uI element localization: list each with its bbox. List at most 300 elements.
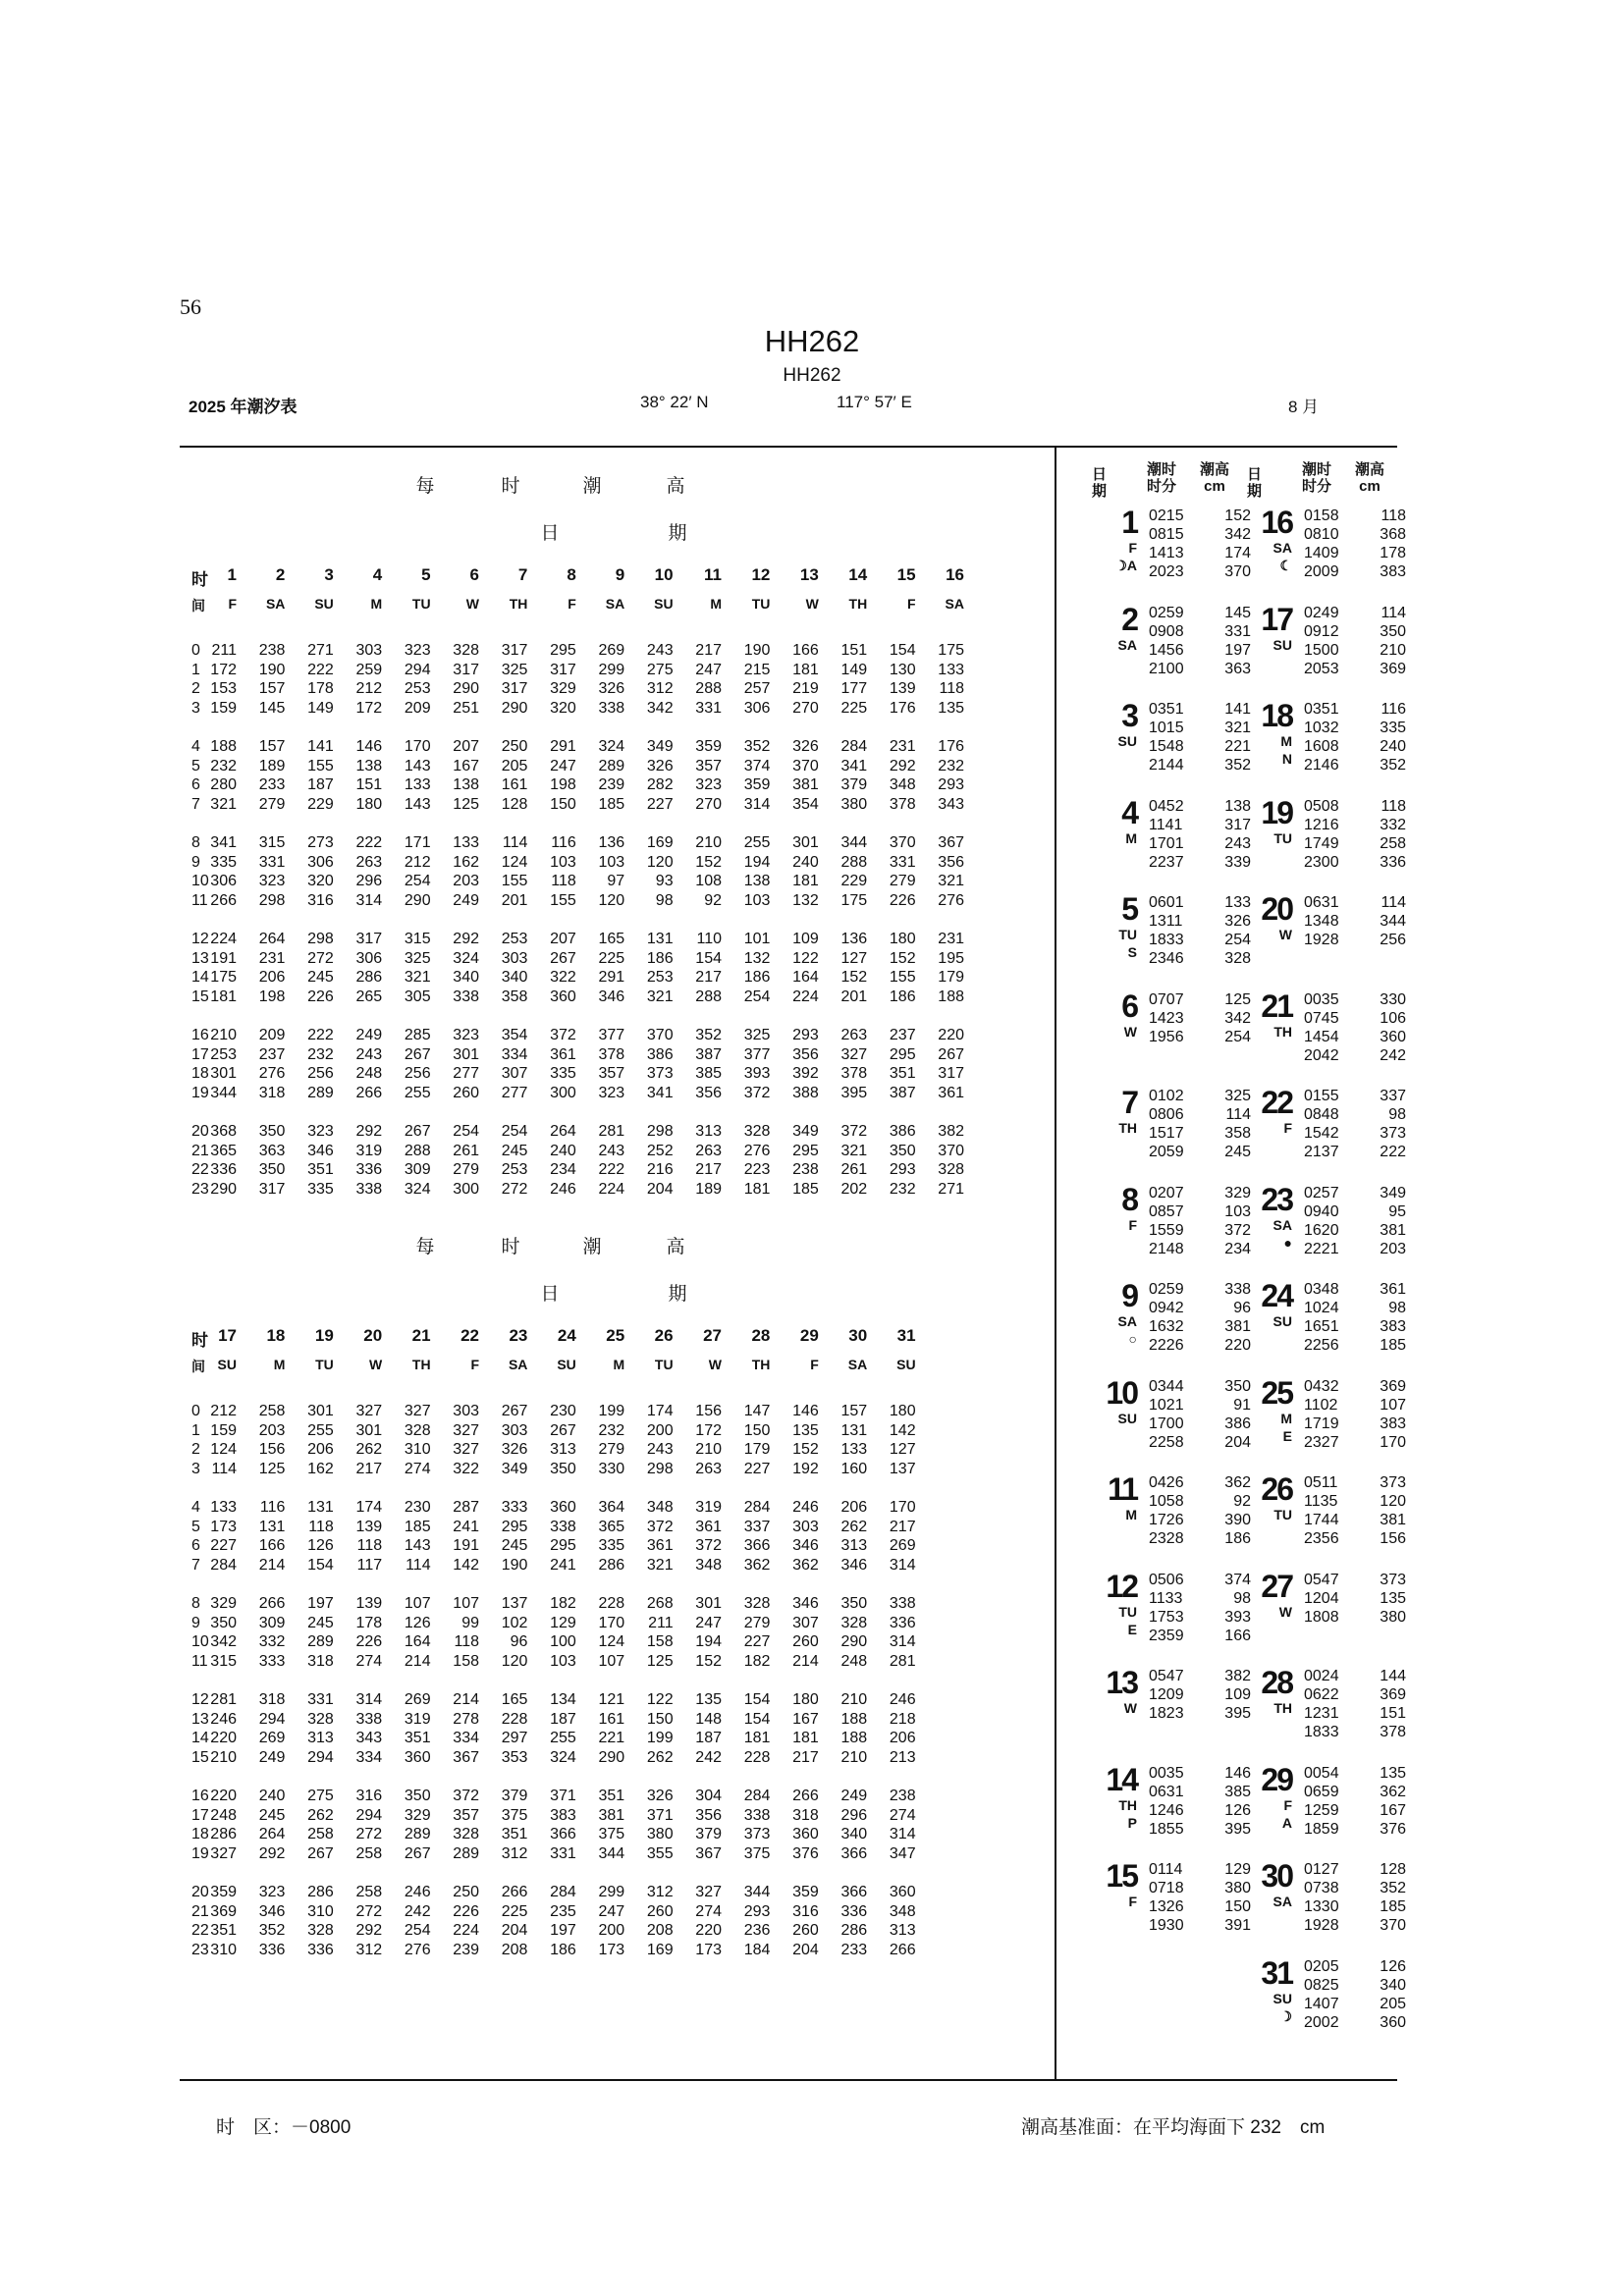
height-cell: 124 <box>210 1441 237 1458</box>
height-cell: 187 <box>307 776 334 793</box>
height-cell: 373 <box>646 1065 674 1082</box>
height-cell: 150 <box>550 795 576 813</box>
height-cell: 299 <box>598 1884 625 1900</box>
height-cell: 206 <box>307 1441 334 1458</box>
height-cell: 194 <box>743 853 771 871</box>
height-cell: 295 <box>550 1537 576 1554</box>
weekday: F <box>907 596 916 612</box>
height-cell: 292 <box>258 1844 286 1862</box>
height-cell: 210 <box>840 1748 868 1766</box>
weekday: TH <box>1118 1796 1137 1813</box>
height-cell: 372 <box>695 1537 722 1554</box>
hour-row <box>182 1402 1036 1420</box>
height-cell: 369 <box>210 1902 237 1920</box>
height-cell: 356 <box>695 1806 722 1824</box>
day-number: 13 <box>1106 1665 1137 1700</box>
height-cell: 350 <box>889 1142 916 1159</box>
height-cell: 360 <box>404 1748 431 1766</box>
height-cell: 186 <box>889 988 916 1005</box>
height-cell: 149 <box>840 661 868 678</box>
height-cell: 335 <box>210 853 237 871</box>
height-cell: 284 <box>210 1556 237 1574</box>
height-cell: 246 <box>550 1180 576 1198</box>
date-label-char: 日 <box>540 523 560 544</box>
height-cell: 237 <box>889 1027 916 1043</box>
tide-times <box>1304 1957 1363 2032</box>
height-cell: 120 <box>501 1652 528 1670</box>
tide-height: 338 <box>1224 1281 1251 1298</box>
height-cell: 310 <box>404 1441 431 1458</box>
height-cell: 344 <box>840 834 868 851</box>
height-cell: 212 <box>404 853 431 871</box>
height-cell: 138 <box>743 873 771 889</box>
height-cell: 199 <box>646 1730 674 1746</box>
tide-heights <box>1361 1473 1406 1548</box>
height-cell: 161 <box>598 1710 625 1728</box>
height-cell: 379 <box>501 1788 528 1804</box>
height-cell: 260 <box>792 1633 819 1650</box>
tide-day <box>1253 507 1479 614</box>
height-cell: 321 <box>646 1556 674 1574</box>
height-cell: 228 <box>743 1748 771 1766</box>
height-cell: 301 <box>307 1403 334 1419</box>
height-cell: 372 <box>840 1123 868 1140</box>
height-cell: 226 <box>889 891 916 909</box>
tide-heights <box>1206 1860 1251 1935</box>
tide-time: 1749 <box>1304 834 1339 852</box>
tide-time: 2002 <box>1304 2013 1339 2031</box>
height-cell: 328 <box>453 642 479 659</box>
height-cell: 385 <box>695 1065 722 1082</box>
top-rule <box>180 446 1397 448</box>
hour-cell: 21 <box>191 1902 209 1920</box>
height-cell: 141 <box>307 738 334 755</box>
height-cell: 173 <box>598 1941 625 1958</box>
weekday: M <box>1280 733 1292 749</box>
tide-time: 1231 <box>1304 1705 1339 1722</box>
hour-row <box>182 1498 1036 1517</box>
height-cell: 274 <box>695 1902 722 1920</box>
height-cell: 312 <box>355 1941 383 1958</box>
tide-time: 0205 <box>1304 1957 1339 1975</box>
height-cell: 328 <box>307 1922 334 1939</box>
tide-height: 116 <box>1380 701 1406 718</box>
tide-heights <box>1361 700 1406 774</box>
height-cell: 118 <box>308 1518 334 1535</box>
height-cell: 336 <box>889 1614 916 1631</box>
height-cell: 155 <box>889 969 916 986</box>
height-cell: 312 <box>501 1844 528 1862</box>
height-cell: 293 <box>889 1161 916 1178</box>
height-cell: 322 <box>550 969 576 986</box>
height-cell: 149 <box>307 699 334 717</box>
tide-height: 360 <box>1380 2013 1406 2031</box>
height-cell: 366 <box>840 1844 868 1862</box>
height-cell: 250 <box>453 1884 479 1900</box>
height-cell: 306 <box>307 853 334 871</box>
tide-day <box>1253 1860 1479 1968</box>
height-cell: 198 <box>550 776 576 793</box>
tide-height: 240 <box>1380 738 1406 755</box>
height-cell: 366 <box>550 1826 576 1842</box>
height-cell: 357 <box>453 1806 479 1824</box>
height-cell: 288 <box>695 680 722 697</box>
height-cell: 99 <box>461 1614 479 1631</box>
tide-height: 373 <box>1380 1125 1406 1142</box>
height-cell: 124 <box>501 853 528 871</box>
height-cell: 152 <box>695 1652 722 1670</box>
tide-time: 1500 <box>1304 641 1339 659</box>
height-cell: 150 <box>646 1710 674 1728</box>
height-cell: 321 <box>840 1142 868 1159</box>
height-cell: 362 <box>743 1556 771 1574</box>
height-cell: 372 <box>743 1084 771 1101</box>
height-cell: 243 <box>646 642 674 659</box>
height-cell: 197 <box>550 1922 576 1939</box>
tide-time: 1456 <box>1149 641 1184 659</box>
tide-time: 0547 <box>1304 1571 1339 1588</box>
day-number: 19 <box>314 1326 334 1345</box>
height-cell: 359 <box>792 1884 819 1900</box>
tide-time: 0848 <box>1304 1106 1339 1123</box>
weekday: SU <box>654 596 674 612</box>
height-cell: 156 <box>258 1441 286 1458</box>
height-cell: 264 <box>258 931 286 947</box>
day-number: 15 <box>1106 1858 1137 1894</box>
height-cell: 159 <box>210 1421 237 1439</box>
weekday: TU <box>411 596 431 612</box>
hour-row <box>182 1748 1036 1767</box>
hour-row <box>182 1556 1036 1575</box>
hour-cell: 9 <box>191 1614 200 1631</box>
day-number: 12 <box>1106 1568 1137 1604</box>
height-cell: 146 <box>355 738 383 755</box>
height-cell: 205 <box>501 757 528 774</box>
height-cell: 288 <box>695 988 722 1005</box>
tide-time: 0249 <box>1304 604 1339 621</box>
height-cell: 245 <box>307 969 334 986</box>
hour-cell: 7 <box>191 1556 200 1574</box>
height-cell: 300 <box>550 1084 576 1101</box>
height-cell: 224 <box>792 988 819 1005</box>
tide-day <box>1253 893 1479 1001</box>
height-cell: 350 <box>258 1161 286 1178</box>
height-cell: 372 <box>550 1027 576 1043</box>
height-cell: 167 <box>453 757 479 774</box>
height-cell: 239 <box>453 1941 479 1958</box>
height-cell: 258 <box>355 1884 383 1900</box>
tide-time: 1021 <box>1149 1396 1184 1414</box>
height-cell: 301 <box>695 1595 722 1612</box>
tide-day <box>1253 1181 1479 1292</box>
height-cell: 186 <box>743 969 771 986</box>
height-cell: 202 <box>840 1180 868 1198</box>
hour-row <box>182 872 1036 890</box>
height-cell: 116 <box>551 834 576 851</box>
hour-row <box>182 1536 1036 1555</box>
height-cell: 248 <box>840 1652 868 1670</box>
height-cell: 188 <box>938 988 964 1005</box>
height-cell: 254 <box>404 873 431 889</box>
height-cell: 309 <box>258 1614 286 1631</box>
height-cell: 217 <box>792 1748 819 1766</box>
height-cell: 127 <box>889 1441 916 1458</box>
height-cell: 188 <box>840 1710 868 1728</box>
tide-time: 1259 <box>1304 1801 1339 1819</box>
hour-cell: 16 <box>191 1788 209 1804</box>
height-cell: 354 <box>501 1027 528 1043</box>
tide-times <box>1304 1473 1363 1548</box>
hour-cell: 6 <box>191 1537 200 1554</box>
tide-time: 1632 <box>1149 1318 1184 1335</box>
height-cell: 303 <box>453 1403 479 1419</box>
tide-time: 1326 <box>1149 1898 1184 1915</box>
tide-time: 1032 <box>1304 720 1339 736</box>
height-cell: 131 <box>646 931 674 947</box>
day-number: 4 <box>1121 794 1137 830</box>
height-cell: 179 <box>938 969 964 986</box>
weekday: SA <box>1117 1313 1137 1329</box>
height-cell: 344 <box>743 1884 771 1900</box>
height-cell: 258 <box>307 1826 334 1842</box>
tide-times <box>1304 507 1363 581</box>
height-cell: 243 <box>355 1045 383 1063</box>
height-cell: 223 <box>743 1161 771 1178</box>
tide-height: 103 <box>1224 1202 1251 1220</box>
hour-row <box>182 1594 1036 1613</box>
day-number: 16 <box>946 565 964 584</box>
height-cell: 200 <box>598 1922 625 1939</box>
tide-day <box>1253 1087 1479 1195</box>
height-cell: 258 <box>355 1844 383 1862</box>
tide-time: 0257 <box>1304 1184 1339 1201</box>
height-cell: 294 <box>258 1710 286 1728</box>
tide-time: 1855 <box>1149 1820 1184 1838</box>
height-cell: 298 <box>646 1460 674 1477</box>
day-number: 9 <box>615 565 625 584</box>
tide-time: 1407 <box>1304 1995 1339 2012</box>
height-cell: 317 <box>938 1065 964 1082</box>
height-cell: 161 <box>501 776 528 793</box>
tide-time: 0432 <box>1304 1377 1339 1395</box>
height-cell: 131 <box>840 1421 868 1439</box>
tide-datum: 潮高基准面：在平均海面下 232 cm <box>1021 2117 1326 2138</box>
height-cell: 310 <box>307 1902 334 1920</box>
tide-time: 0155 <box>1304 1088 1339 1104</box>
height-cell: 164 <box>792 969 819 986</box>
height-cell: 247 <box>550 757 576 774</box>
height-cell: 323 <box>695 776 722 793</box>
weekday: M <box>710 596 722 612</box>
weekday: TU <box>1273 829 1292 846</box>
height-cell: 262 <box>646 1748 674 1766</box>
tide-height: 373 <box>1380 1474 1406 1491</box>
height-cell: 289 <box>307 1633 334 1650</box>
height-cell: 370 <box>646 1027 674 1043</box>
height-cell: 154 <box>889 642 916 659</box>
height-cell: 199 <box>598 1403 625 1419</box>
height-cell: 137 <box>889 1460 916 1477</box>
day-number: 17 <box>218 1326 237 1345</box>
column-divider <box>1055 446 1056 2080</box>
height-cell: 179 <box>743 1441 771 1458</box>
day-number: 29 <box>1261 1761 1292 1797</box>
tide-time: 1559 <box>1149 1221 1184 1239</box>
height-cell: 293 <box>743 1902 771 1920</box>
tide-time: 2100 <box>1149 660 1184 677</box>
tide-heights <box>1361 1571 1406 1627</box>
weekday: SA <box>847 1357 868 1372</box>
header-height: 潮高 cm <box>1200 461 1230 495</box>
tide-time: 0857 <box>1149 1202 1184 1220</box>
weekday: W <box>1123 1023 1137 1040</box>
height-cell: 139 <box>355 1595 383 1612</box>
tide-height: 393 <box>1224 1608 1251 1626</box>
height-cell: 159 <box>210 699 237 717</box>
height-cell: 346 <box>840 1556 868 1574</box>
height-cell: 253 <box>501 1161 528 1178</box>
height-cell: 255 <box>743 834 771 851</box>
day-number: 2 <box>1121 601 1137 637</box>
height-cell: 324 <box>404 1180 431 1198</box>
tide-heights <box>1206 700 1251 774</box>
hour-row <box>182 1045 1036 1064</box>
height-cell: 351 <box>501 1826 528 1842</box>
tide-times <box>1304 1280 1363 1355</box>
tide-heights <box>1361 1184 1406 1258</box>
height-cell: 180 <box>889 931 916 947</box>
day-number: 13 <box>799 565 819 584</box>
tide-day <box>1253 1568 1479 1679</box>
height-cell: 343 <box>938 795 964 813</box>
height-cell: 353 <box>501 1748 528 1766</box>
height-cell: 282 <box>646 776 674 793</box>
hour-cell: 20 <box>191 1123 209 1140</box>
section-title-char: 每 <box>415 1237 435 1257</box>
height-cell: 102 <box>501 1614 528 1631</box>
height-cell: 131 <box>258 1518 286 1535</box>
height-cell: 256 <box>307 1065 334 1082</box>
height-cell: 316 <box>355 1788 383 1804</box>
height-cell: 226 <box>355 1633 383 1650</box>
height-cell: 248 <box>210 1806 237 1824</box>
tide-height: 352 <box>1380 757 1406 774</box>
tide-time: 0207 <box>1149 1184 1184 1201</box>
height-cell: 359 <box>210 1884 237 1900</box>
height-cell: 185 <box>404 1518 431 1535</box>
weekday: M <box>273 1357 286 1372</box>
tide-height: 382 <box>1224 1668 1251 1684</box>
height-cell: 142 <box>453 1556 479 1574</box>
height-cell: 323 <box>404 642 431 659</box>
tide-height: 380 <box>1380 1608 1406 1626</box>
height-cell: 351 <box>307 1161 334 1178</box>
height-cell: 272 <box>355 1902 383 1920</box>
height-cell: 367 <box>453 1748 479 1766</box>
height-cell: 136 <box>598 834 625 851</box>
height-cell: 224 <box>598 1180 625 1198</box>
height-cell: 289 <box>307 1084 334 1101</box>
height-cell: 175 <box>938 642 964 659</box>
height-cell: 227 <box>743 1633 771 1650</box>
height-cell: 232 <box>598 1421 625 1439</box>
tide-height: 210 <box>1380 641 1406 659</box>
height-cell: 331 <box>307 1691 334 1708</box>
height-cell: 225 <box>598 949 625 967</box>
height-cell: 366 <box>840 1884 868 1900</box>
height-cell: 326 <box>646 757 674 774</box>
tide-day <box>1253 700 1479 808</box>
hour-cell: 0 <box>191 642 200 659</box>
height-cell: 348 <box>646 1499 674 1516</box>
height-cell: 171 <box>404 834 431 851</box>
tide-time: 0940 <box>1304 1202 1339 1220</box>
height-cell: 300 <box>453 1180 479 1198</box>
height-cell: 231 <box>889 738 916 755</box>
height-cell: 301 <box>792 834 819 851</box>
tide-time: 1620 <box>1304 1221 1339 1239</box>
weekday: W <box>368 1357 383 1372</box>
height-cell: 181 <box>743 1180 771 1198</box>
section-title-char: 潮 <box>582 1237 602 1257</box>
weekday: TH <box>751 1357 771 1372</box>
height-cell: 222 <box>598 1161 625 1178</box>
height-cell: 217 <box>355 1460 383 1477</box>
tide-heights <box>1206 1571 1251 1645</box>
height-cell: 327 <box>695 1884 722 1900</box>
tide-height: 242 <box>1380 1046 1406 1064</box>
weekday: F <box>1128 1894 1137 1909</box>
moon-phase: N <box>1281 751 1292 767</box>
height-cell: 155 <box>550 891 576 909</box>
tide-height: 98 <box>1233 1589 1251 1607</box>
height-cell: 103 <box>550 1652 576 1670</box>
tide-time: 1753 <box>1149 1608 1184 1626</box>
tide-height: 337 <box>1380 1088 1406 1104</box>
height-cell: 309 <box>404 1161 431 1178</box>
hour-cell: 18 <box>191 1826 209 1842</box>
height-cell: 125 <box>646 1652 674 1670</box>
height-cell: 275 <box>646 661 674 678</box>
section-title-char: 时 <box>501 476 520 497</box>
height-cell: 127 <box>840 949 868 967</box>
tide-height: 170 <box>1380 1433 1406 1451</box>
height-cell: 195 <box>938 949 964 967</box>
hour-label: 时 <box>191 570 208 589</box>
hour-cell: 5 <box>191 757 200 774</box>
hour-cell: 17 <box>191 1806 209 1824</box>
height-cell: 194 <box>695 1633 722 1650</box>
tide-heights <box>1361 1957 1406 2032</box>
height-cell: 155 <box>501 873 528 889</box>
height-cell: 366 <box>743 1537 771 1554</box>
height-cell: 293 <box>938 776 964 793</box>
height-cell: 269 <box>598 642 625 659</box>
height-cell: 303 <box>355 642 383 659</box>
tide-height: 156 <box>1380 1530 1406 1547</box>
height-cell: 379 <box>695 1826 722 1842</box>
height-cell: 291 <box>550 738 576 755</box>
height-cell: 249 <box>453 891 479 909</box>
height-cell: 120 <box>598 891 625 909</box>
height-cell: 266 <box>501 1884 528 1900</box>
tide-time: 2356 <box>1304 1530 1339 1547</box>
height-cell: 260 <box>646 1902 674 1920</box>
height-cell: 241 <box>550 1556 576 1574</box>
hour-cell: 15 <box>191 1748 209 1766</box>
tide-heights <box>1361 1764 1406 1839</box>
weekday: TU <box>751 596 771 612</box>
